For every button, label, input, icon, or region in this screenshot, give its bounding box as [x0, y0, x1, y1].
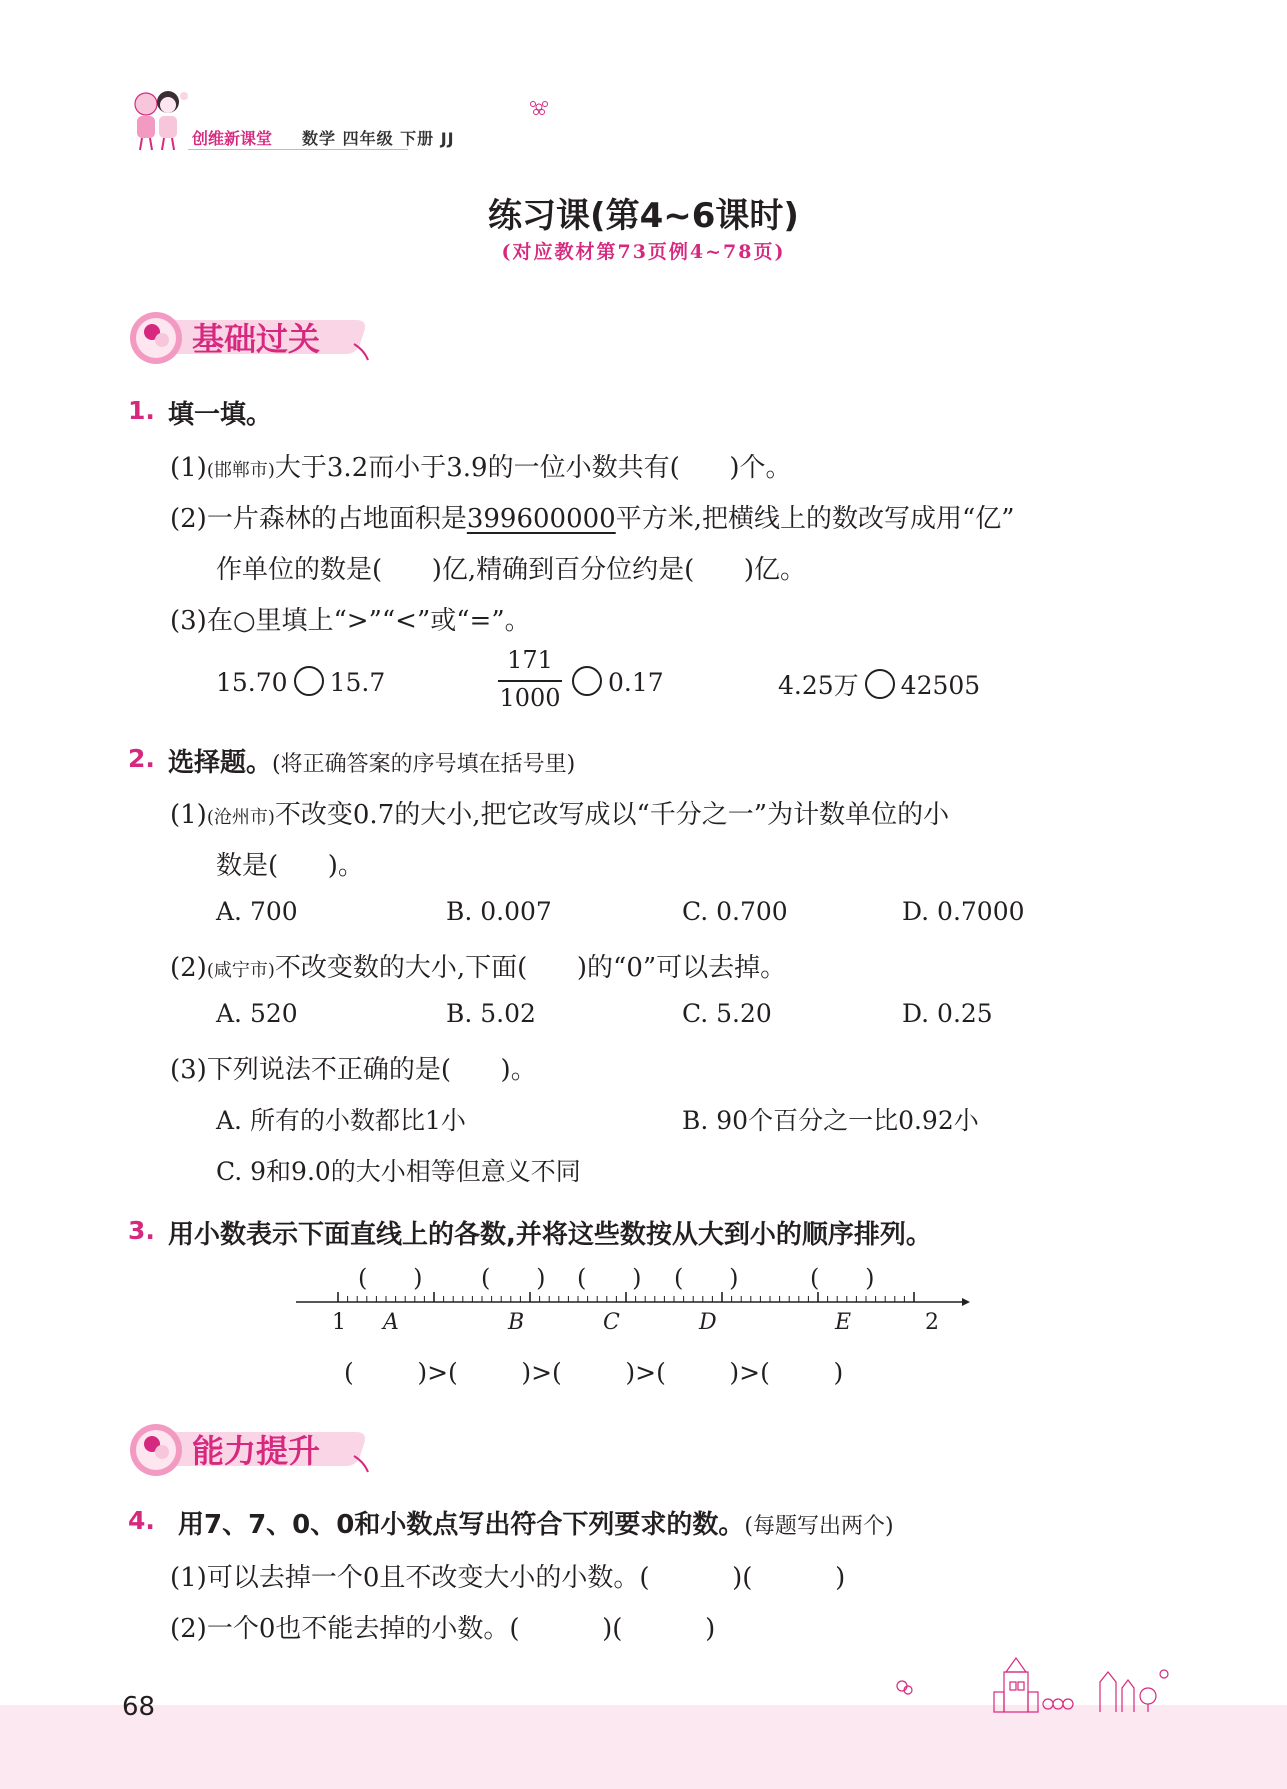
blank-c[interactable]: ( )	[577, 1264, 642, 1292]
option-a: A. 520	[216, 999, 298, 1028]
flower-deco-icon	[528, 98, 550, 116]
option-d: D. 0.25	[902, 999, 993, 1028]
question-number: 2.	[128, 744, 155, 773]
number-line-label-a: A	[383, 1310, 399, 1335]
q2-sub3: (3)下列说法不正确的是( )。	[170, 1055, 537, 1085]
q1-part3: (3)在○里填上“>”“<”或“=”。	[170, 606, 531, 636]
question-title: 填一填。	[168, 400, 273, 430]
question-number: 4.	[128, 1506, 155, 1535]
q4-sub2: (2)一个0也不能去掉的小数。( )( )	[170, 1614, 716, 1644]
compare-item-1: 15.70 15.7	[216, 668, 386, 697]
question-number: 3.	[128, 1216, 155, 1245]
number-line-label-e: E	[835, 1310, 852, 1335]
blank-e[interactable]: ( )	[810, 1264, 875, 1292]
fraction-denominator: 1000	[499, 684, 561, 712]
blank-d[interactable]: ( )	[674, 1264, 739, 1292]
compare-circle[interactable]	[294, 666, 324, 696]
number-line-label-c: C	[603, 1310, 620, 1335]
header-brand: 创维新课堂	[192, 129, 273, 148]
castle-deco-icon	[890, 1652, 1180, 1714]
blank-b[interactable]: ( )	[481, 1264, 546, 1292]
question-title: 用7、7、0、0和小数点写出符合下列要求的数。(每题写出两个)	[178, 1510, 894, 1540]
question-title: 选择题。(将正确答案的序号填在括号里)	[168, 748, 576, 778]
page-subtitle: (对应教材第73页例4~78页)	[501, 241, 786, 263]
option-c: C. 9和9.0的大小相等但意义不同	[216, 1157, 581, 1186]
option-a: A. 所有的小数都比1小	[216, 1106, 466, 1135]
option-c: C. 0.700	[682, 897, 788, 926]
number-line-label-1: 1	[332, 1310, 346, 1335]
footer-band	[0, 1705, 1287, 1789]
fraction-numerator: 171	[507, 646, 553, 674]
header-children-illustration	[128, 88, 190, 152]
header-subject-line: 数学 四年级 下册 JJ	[302, 129, 455, 148]
q1-part2: (2)一片森林的占地面积是399600000平方米,把横线上的数改写成用“亿”	[170, 504, 1015, 534]
header-divider	[188, 149, 408, 150]
page-title: 练习课(第4~6课时)	[488, 196, 799, 236]
option-c: C. 5.20	[682, 999, 772, 1028]
q2-sub1-line2: 数是( )。	[216, 851, 364, 881]
number-line-label-d: D	[699, 1310, 717, 1335]
order-answer-line[interactable]: ( )>( )>( )>( )>( )	[344, 1358, 844, 1387]
question-title: 用小数表示下面直线上的各数,并将这些数按从大到小的顺序排列。	[168, 1220, 932, 1250]
number-line	[290, 1286, 970, 1310]
option-b: B. 5.02	[446, 999, 536, 1028]
option-d: D. 0.7000	[902, 897, 1025, 926]
section-title-basic: 基础过关	[192, 320, 321, 358]
q1-part2-line2: 作单位的数是( )亿,精确到百分位约是( )亿。	[216, 555, 807, 585]
compare-item-2: 0.17	[566, 666, 664, 697]
question-number: 1.	[128, 396, 155, 425]
number-line-label-2: 2	[925, 1310, 939, 1335]
fraction-bar	[498, 680, 562, 682]
option-b: B. 0.007	[446, 897, 552, 926]
q1-part1: (1)(邯郸市)大于3.2而小于3.9的一位小数共有( )个。	[170, 453, 792, 483]
section-title-advanced: 能力提升	[192, 1432, 321, 1470]
q4-sub1: (1)可以去掉一个0且不改变大小的小数。( )( )	[170, 1563, 846, 1593]
compare-item-3: 4.25万 42505	[778, 671, 981, 700]
page-number: 68	[122, 1692, 156, 1722]
compare-circle[interactable]	[865, 669, 895, 699]
option-a: A. 700	[216, 897, 298, 926]
compare-circle[interactable]	[572, 666, 602, 696]
option-b: B. 90个百分之一比0.92小	[682, 1106, 979, 1135]
q2-sub1: (1)(沧州市)不改变0.7的大小,把它改写成以“千分之一”为计数单位的小	[170, 800, 950, 830]
number-line-label-b: B	[508, 1310, 525, 1335]
q2-sub2: (2)(咸宁市)不改变数的大小,下面( )的“0”可以去掉。	[170, 953, 787, 983]
blank-a[interactable]: ( )	[358, 1264, 423, 1292]
